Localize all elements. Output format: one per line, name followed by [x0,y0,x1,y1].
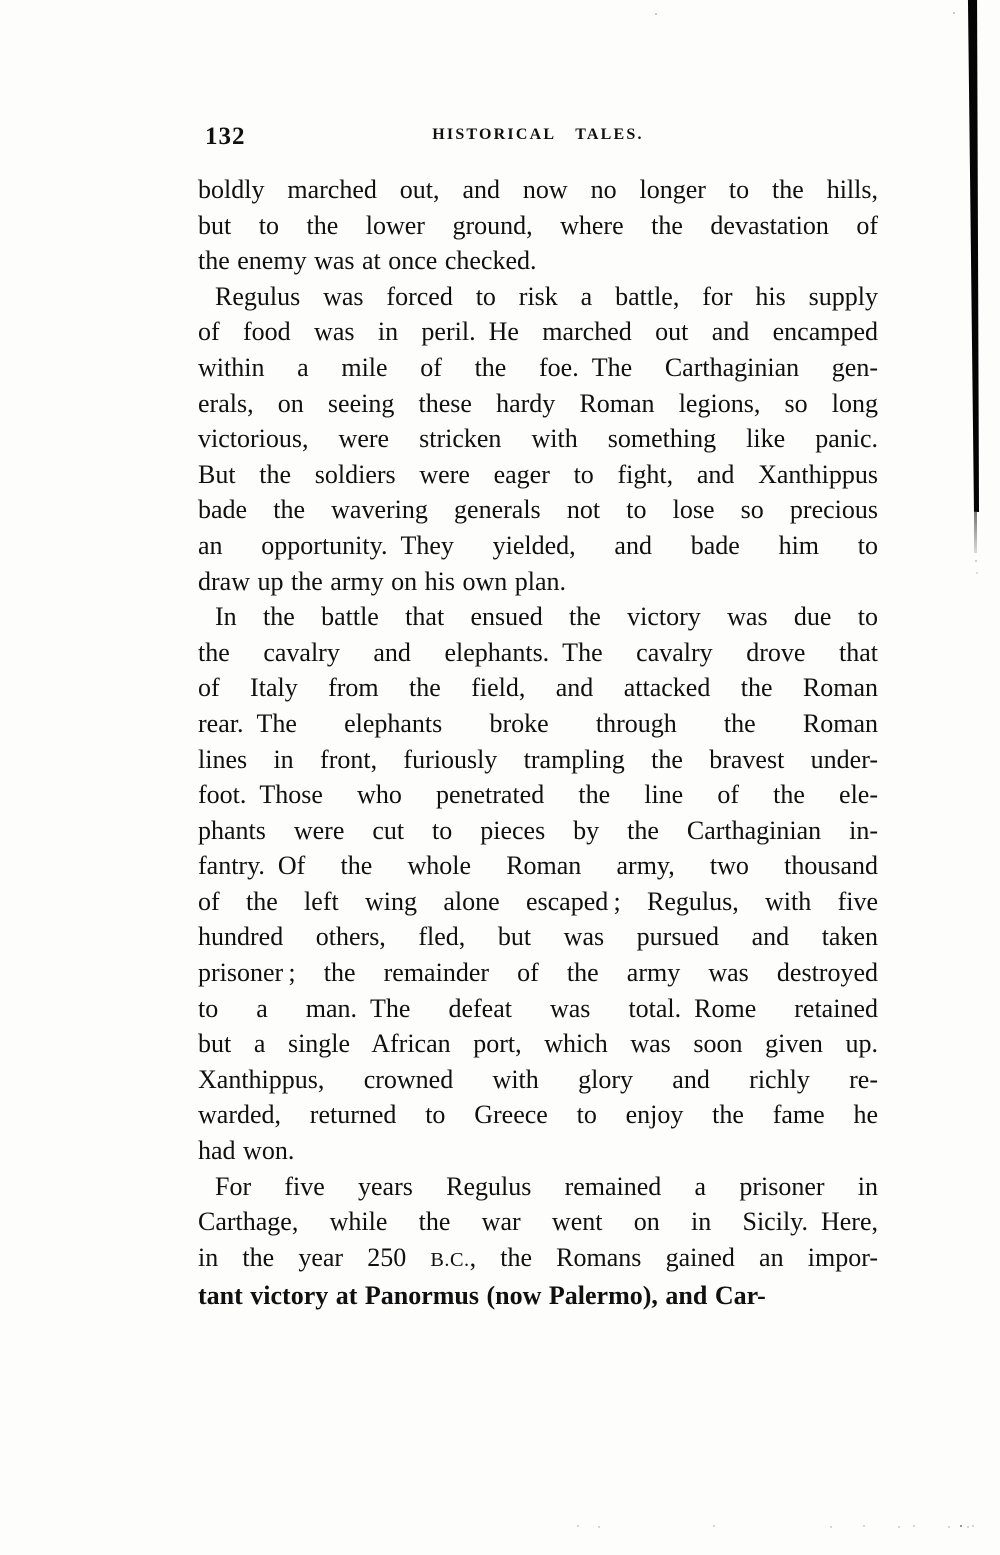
scan-speck [960,1525,962,1527]
text-line: Carthage, while the war went on in Sicily. Here, [198,1207,878,1237]
text-line: an opportunity. They yielded, and bade him to [198,530,878,560]
page-header [198,124,878,154]
text-line: prisoner ; the remainder of the army was destroyed [198,958,878,988]
text-line: had won. [198,1136,295,1166]
scan-speck [913,1525,915,1527]
text-line: phants were cut to pieces by the Carthaginian in- [198,815,878,845]
scan-speck [967,1526,969,1528]
text-line: lines in front, furiously trampling the bravest under- [198,744,878,774]
page-number: 132 [205,123,246,150]
text-line: But the soldiers were eager to fight, and Xanthippus [198,459,878,489]
text-line: victorious, were stricken with something like panic. [198,424,878,454]
text-line: In the battle that ensued the victory was due to [215,602,878,632]
scan-speck [898,1526,900,1528]
text-line: of food was in peril. He marched out and encamped [198,317,878,347]
text-line: hundred others, fled, but was pursued and taken [198,922,878,952]
text-block [198,172,878,1314]
text-line: in the year 250 B.C., the Romans gained an impor- [198,1242,878,1272]
scan-speck [577,1525,579,1527]
text-line: fantry. Of the whole Roman army, two thousand [198,851,878,881]
text-line: within a mile of the foe. The Carthaginian gen- [198,352,878,382]
scan-speck [953,12,955,14]
scan-speck [655,13,657,15]
scan-speck [713,1525,715,1527]
text-line: warded, returned to Greece to enjoy the fame he [198,1100,878,1130]
scan-speck [972,1525,974,1527]
text-line: but to the lower ground, where the devastation of [198,210,878,240]
scan-speck [863,1525,865,1527]
scan-speck [975,560,977,562]
running-title: HISTORICAL TALES. [432,126,644,143]
small-caps-text: B.C. [430,1248,470,1271]
text-line: erals, on seeing these hardy Roman legions, so long [198,388,878,418]
scan-speck [598,1526,600,1528]
text-line: rear. The elephants broke through the Roman [198,708,878,738]
text-line: Regulus was forced to risk a battle, for his supply [215,281,878,311]
text-line: bade the wavering generals not to lose so precious [198,495,878,525]
text-line: of Italy from the field, and attacked the Roman [198,673,878,703]
text-line: draw up the army on his own plan. [198,566,567,596]
text-line: For five years Regulus remained a prisoner in [215,1171,878,1201]
text-line: the enemy was at once checked. [198,246,537,276]
text-line: but a single African port, which was soon given up. [198,1029,878,1059]
scan-speck [976,572,978,574]
text-line: boldly marched out, and now no longer to the hills, [198,175,878,204]
scan-artifact-bar [966,0,980,512]
scan-speck [948,1526,950,1528]
scan-artifact-bar-tail [974,511,977,553]
text-line: Xanthippus, crowned with glory and richly re- [198,1064,878,1094]
scan-speck [830,1526,832,1528]
text-line: tant victory at Panormus (now Palermo), and Car- [198,1281,766,1311]
text-line: to a man. The defeat was total. Rome retained [198,993,878,1023]
text-line: of the left wing alone escaped ; Regulus, with five [198,886,878,916]
text-line: foot. Those who penetrated the line of the ele- [198,780,878,810]
text-line: the cavalry and elephants. The cavalry drove that [198,637,878,667]
